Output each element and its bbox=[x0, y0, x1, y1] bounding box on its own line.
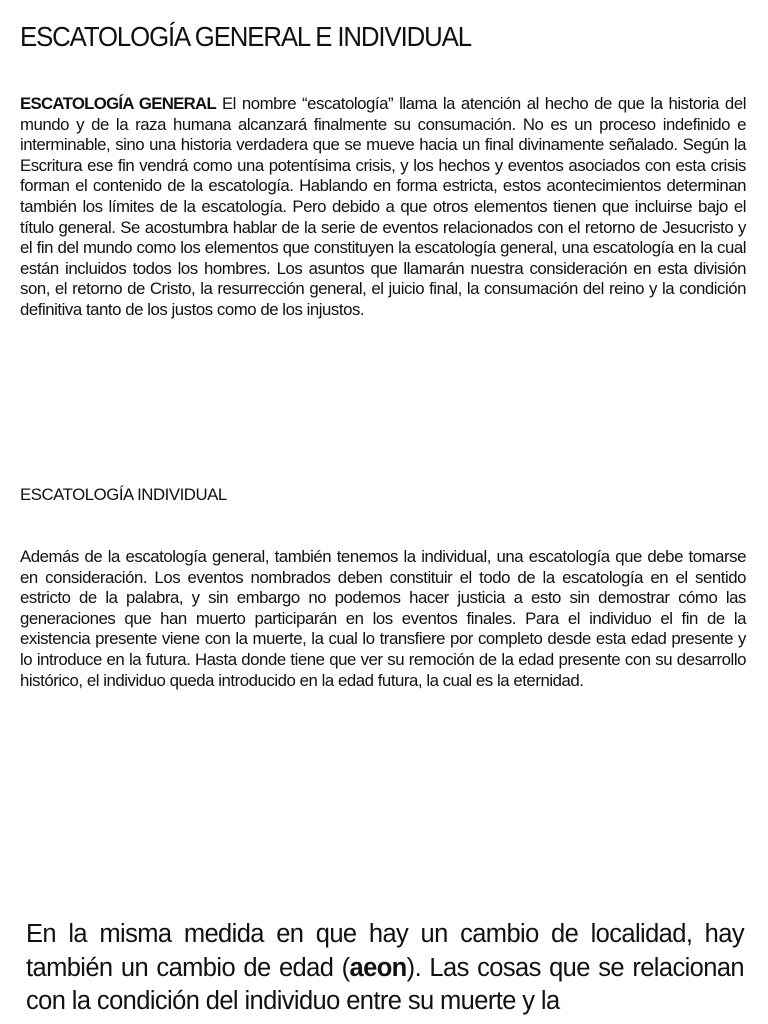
enlarged-paragraph-end: ). Las cosas que se relacionan con la condición del individuo entre su muerte y la bbox=[26, 953, 744, 1015]
general-eschatology-paragraph bbox=[20, 94, 746, 321]
enlarged-paragraph bbox=[26, 918, 744, 1019]
enlarged-paragraph-start: En la misma medida en que hay un cambio de localidad, hay también un cambio de edad ( bbox=[26, 920, 744, 982]
general-eschatology-lead: ESCATOLOGÍA GENERAL bbox=[20, 94, 217, 113]
individual-eschatology-heading: ESCATOLOGÍA INDIVIDUAL bbox=[20, 485, 227, 504]
aeon-term: aeon bbox=[349, 953, 407, 982]
general-eschatology-text: El nombre “escatología” llama la atención al hecho de que la historia del mundo y de la raza humana alcanzará finalmente su consumación. No es un proceso indefinido e interminable, sino una historia verdadera que se mueve hacia un final divinamente señalado. Según la Escritura ese fin vendrá como una potentísima crisis, y los hechos y eventos asociados con esta crisis forman el contenido de la escatología. Hablando en forma estricta, estos acontecimientos determinan también los límites de la escatología. Pero debido a que otros elementos tienen que incluirse bajo el título general. Se acostumbra hablar de la serie de eventos relacionados con el retorno de Jesucristo y el fin del mundo como los elementos que constituyen la escatología general, una escatología en la cual están incluidos todos los hombres. Los asuntos que llamarán nuestra consideración en esta división son, el retorno de Cristo, la resurrección general, el juicio final, la consumación del reino y la condición definitiva tanto de los justos como de los injustos. bbox=[20, 94, 746, 319]
page-title: ESCATOLOGÍA GENERAL E INDIVIDUAL bbox=[20, 21, 471, 52]
individual-eschatology-paragraph: Además de la escatología general, también tenemos la individual, una escatología que debe tomarse en consideración. Los eventos nombrados deben constituir el todo de la escatología en el sentido estricto de la palabra, y sin embargo no podemos hacer justicia a esto sin demostrar cómo las generaciones que han muerto participarán en los eventos finales. Para el individuo el fin de la existencia presente viene con la muerte, la cual lo transfiere por completo desde esta edad presente y lo introduce en la futura. Hasta donde tiene que ver su remoción de la edad presente con su desarrollo histórico, el individuo queda introducido en la edad futura, la cual es la eternidad. bbox=[20, 547, 746, 690]
